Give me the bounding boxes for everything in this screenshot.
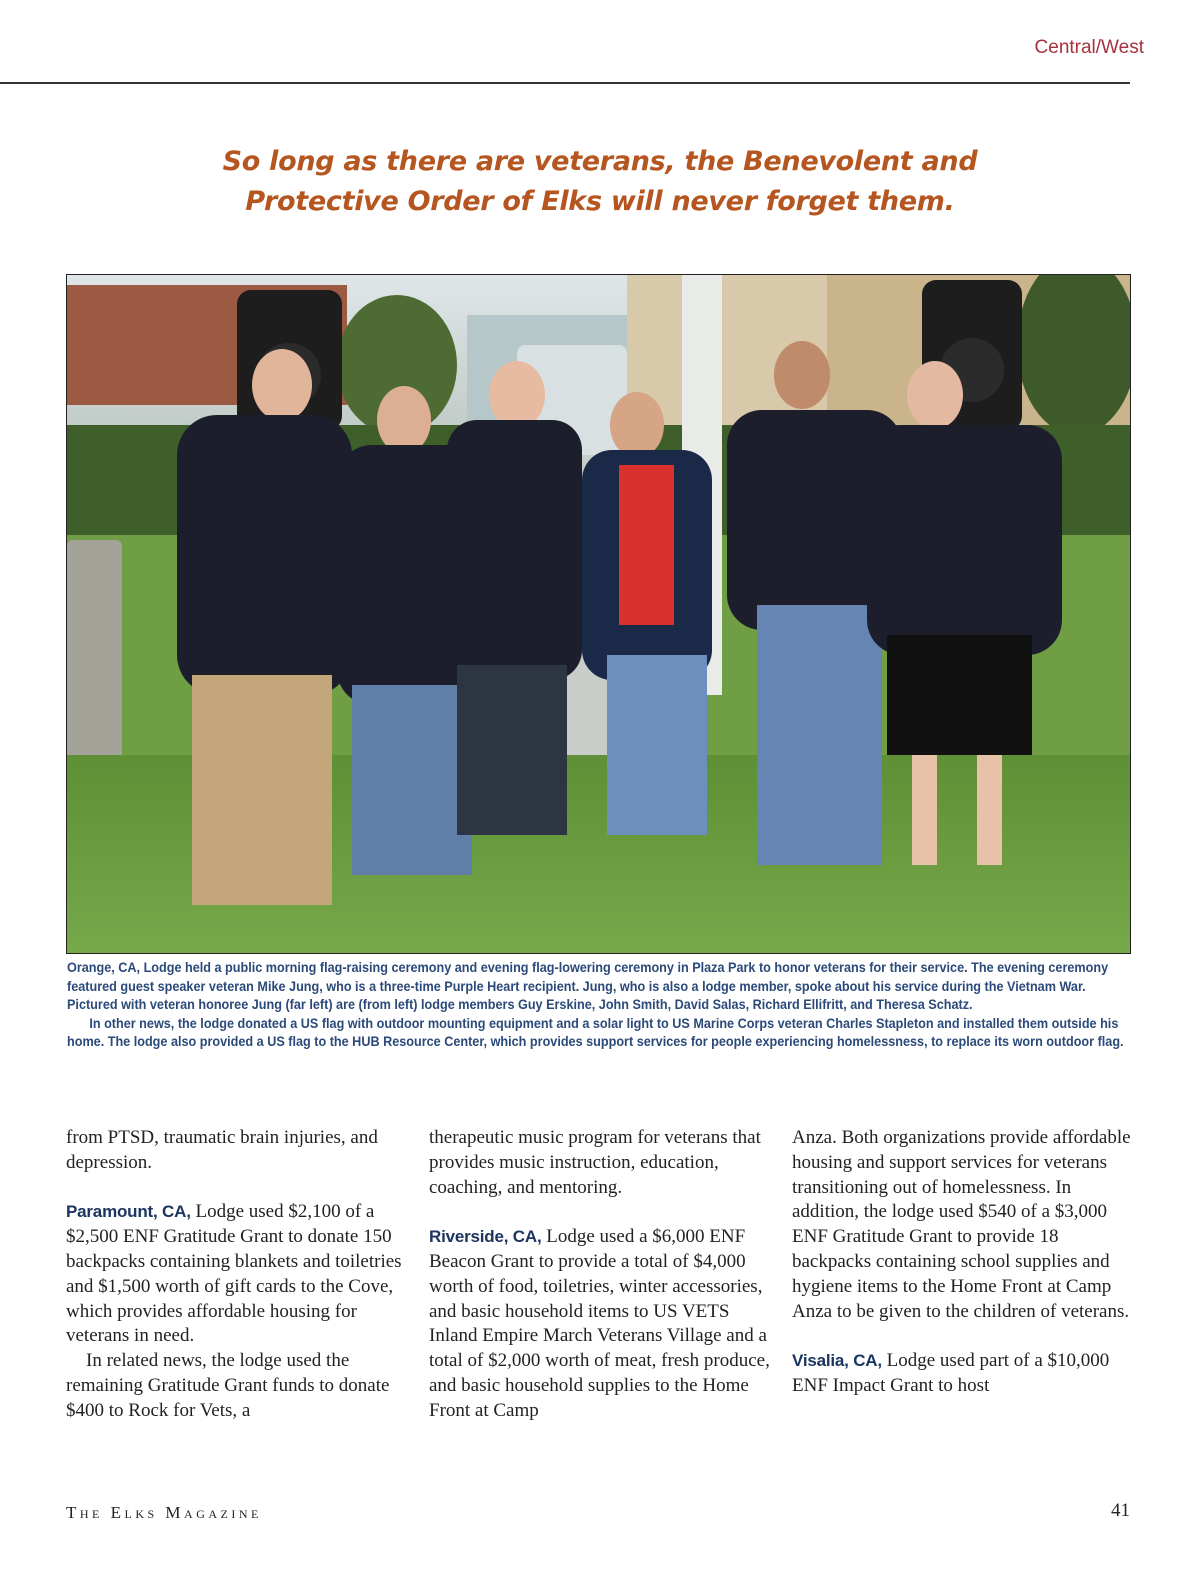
caption-text-1: Lodge held a public morning flag-raising ceremony and evening flag-lowering ceremony in Plaza Park to honor veterans for their service. The evening ceremony featured guest speaker veteran Mike Jung, who is a three-time Purple Heart recipient. Jung, who is also a lodge member, spoke about his service during the Vietnam War. Pictured with veteran honoree Jung (far left) are (from left) lodge members Guy Erskine, John Smith, David Salas, Richard Ellifritt, and Theresa Schatz. xyxy=(67,960,1109,1013)
riverside-paragraph xyxy=(429,1225,774,1423)
group-photo xyxy=(66,274,1131,954)
visalia-text: Lodge used part of a $10,000 ENF Impact Grant to host xyxy=(792,1350,1110,1396)
article-column-1 xyxy=(66,1126,411,1424)
col1-paragraph-3: In related news, the lodge used the remaining Gratitude Grant funds to donate $400 to Rock for Vets, a xyxy=(66,1350,390,1421)
col3-paragraph-1: Anza. Both organizations provide affordable housing and support services for veterans transitioning out of homelessness. In addition, the lodge used $540 of a $3,000 ENF Gratitude Grant to provide 18 backpacks containing school supplies and hygiene items to the Home Front at Camp Anza to be given to the children of veterans. xyxy=(792,1127,1131,1322)
top-rule xyxy=(0,82,1130,84)
riverside-text: Lodge used a $6,000 ENF Beacon Grant to provide a total of $4,000 worth of food, toiletries, winter accessories, and basic household items to US VETS Inland Empire March Veterans Village and a total of $2,000 worth of meat, fresh produce, and basic household supplies to the Home Front at Camp xyxy=(429,1226,770,1421)
pull-quote-line-2: Protective Order of Elks will never forget them. xyxy=(245,186,955,217)
col1-paragraph-1: from PTSD, traumatic brain injuries, and depression. xyxy=(66,1127,378,1173)
paramount-text: Lodge used $2,100 of a $2,500 ENF Gratitude Grant to donate 150 backpacks containing blankets and toiletries and $1,500 worth of gift cards to the Cove, which provides affordable housing for veterans in need. xyxy=(66,1201,402,1347)
footer-page-number: 41 xyxy=(1111,1500,1130,1521)
footer-magazine-name: The Elks Magazine xyxy=(66,1503,262,1522)
visalia-paragraph xyxy=(792,1349,1136,1399)
caption-location: Orange, CA, xyxy=(67,960,141,975)
visalia-place: Visalia, CA, xyxy=(792,1351,882,1371)
photo-caption xyxy=(67,959,1129,1052)
article-columns xyxy=(66,1126,1136,1466)
section-tag: Central/West xyxy=(1034,37,1144,58)
pull-quote-line-1: So long as there are veterans, the Benevolent and xyxy=(222,146,978,177)
article-column-2 xyxy=(429,1126,774,1424)
caption-paragraph-2: In other news, the lodge donated a US flag with outdoor mounting equipment and a solar light to US Marine Corps veteran Charles Stapleton and installed them outside his home. The lodge also provided a US flag to the HUB Resource Center, which provides support services for people experiencing homelessness, to replace its worn outdoor flag. xyxy=(67,1015,1124,1050)
caption-paragraph-1 xyxy=(67,959,1129,1015)
paramount-paragraph xyxy=(66,1200,411,1349)
col2-paragraph-1: therapeutic music program for veterans that provides music instruction, education, coaching, and mentoring. xyxy=(429,1127,761,1198)
article-column-3 xyxy=(792,1126,1136,1399)
paramount-place: Paramount, CA, xyxy=(66,1202,191,1222)
pull-quote xyxy=(100,142,1100,222)
riverside-place: Riverside, CA, xyxy=(429,1227,542,1247)
